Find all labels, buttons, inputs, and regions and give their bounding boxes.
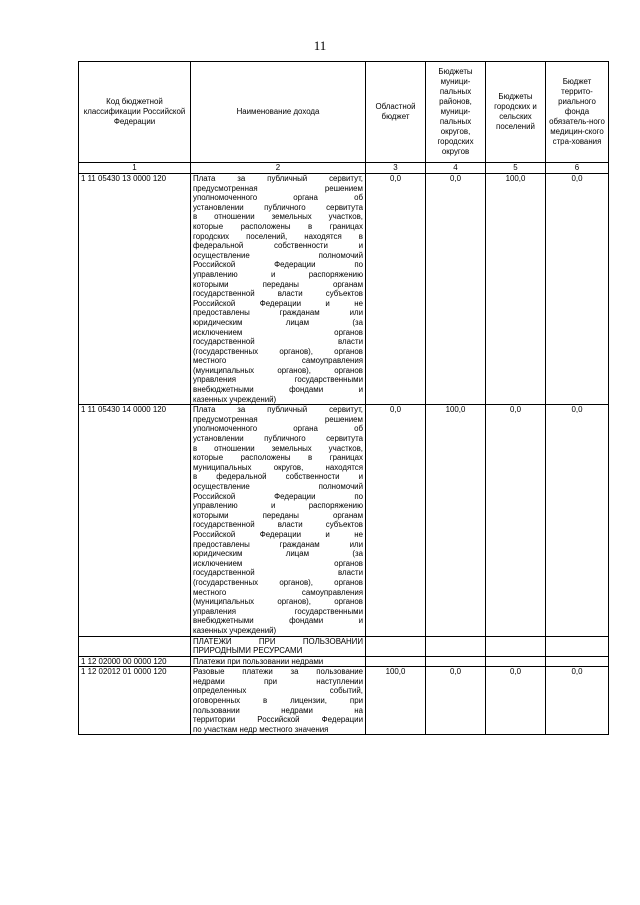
revenue-name-line: в отношении земельных участков,: [193, 212, 363, 222]
regional-budget-share: [366, 656, 426, 667]
revenue-name-line: местного самоуправления: [193, 587, 363, 597]
revenue-name-line: недрами при наступлении: [193, 676, 363, 686]
header-municipal-budgets: Бюджеты муници-пальных районов, муници-пальных округов, городских округов: [426, 62, 486, 163]
revenue-name-line: осуществление полномочий: [193, 250, 363, 260]
table-row: [79, 174, 609, 405]
revenue-name-line: Плата за публичный сервитут,: [193, 405, 363, 415]
municipal-budget-share: 0,0: [426, 174, 486, 405]
column-number: 5: [486, 163, 546, 174]
fund-budget-share: [546, 636, 609, 656]
revenue-name-line: Российской Федерации и не: [193, 298, 363, 308]
municipal-budget-share: [426, 636, 486, 656]
revenue-name-line: уполномоченного органа об: [193, 424, 363, 434]
settlement-budget-share: 100,0: [486, 174, 546, 405]
revenue-name-line: (муниципальных органов), органов: [193, 597, 363, 607]
settlement-budget-share: [486, 656, 546, 667]
table-row: [79, 667, 609, 735]
revenue-name-line: предусмотренная решением: [193, 183, 363, 193]
revenue-name-line: Разовые платежи за пользование: [193, 667, 363, 677]
settlement-budget-share: [486, 636, 546, 656]
revenue-name-line: юридическим лицам (за: [193, 549, 363, 559]
revenue-name-line: Российской Федерации по: [193, 260, 363, 270]
settlement-budget-share: 0,0: [486, 667, 546, 735]
revenue-name-line: предоставлены гражданам или: [193, 308, 363, 318]
revenue-name: [191, 405, 366, 636]
settlement-budget-share: 0,0: [486, 405, 546, 636]
revenue-name-line: управлению и распоряжению: [193, 269, 363, 279]
page-number: 11: [313, 38, 327, 53]
revenue-name-line: которыми переданы органам: [193, 510, 363, 520]
revenue-code: 1 11 05430 13 0000 120: [79, 174, 191, 405]
revenue-name-line: исключением органов: [193, 558, 363, 568]
fund-budget-share: 0,0: [546, 174, 609, 405]
column-number: 1: [79, 163, 191, 174]
revenue-name-line: городских поселений, находятся в: [193, 231, 363, 241]
regional-budget-share: 0,0: [366, 405, 426, 636]
table-row: [79, 405, 609, 636]
revenue-name: [191, 656, 366, 667]
revenue-name-line: в отношении земельных участков,: [193, 443, 363, 453]
revenue-code: 1 11 05430 14 0000 120: [79, 405, 191, 636]
revenue-name-line: предоставлены гражданам или: [193, 539, 363, 549]
fund-budget-share: 0,0: [546, 405, 609, 636]
revenue-name-line: Российской Федерации и не: [193, 529, 363, 539]
revenue-name: [191, 667, 366, 735]
revenue-name-line: управления государственными: [193, 606, 363, 616]
revenue-name-line: внебюджетными фондами и: [193, 616, 363, 626]
revenue-name-line: федеральной собственности и: [193, 241, 363, 251]
revenue-name-line: управлению и распоряжению: [193, 501, 363, 511]
header-regional-budget: Областной бюджет: [366, 62, 426, 163]
revenue-name-line: осуществление полномочий: [193, 482, 363, 491]
revenue-name-line: Платежи при пользовании недрами: [193, 656, 324, 666]
column-number: 4: [426, 163, 486, 174]
regional-budget-share: [366, 636, 426, 656]
revenue-name-line: ПЛАТЕЖИ ПРИ ПОЛЬЗОВАНИИ: [193, 636, 363, 646]
revenue-name-line: казенных учреждений): [193, 625, 277, 635]
revenue-name-line: местного самоуправления: [193, 356, 363, 366]
column-number: 3: [366, 163, 426, 174]
header-settlement-budgets: Бюджеты городских и сельских поселений: [486, 62, 546, 163]
revenue-name-line: определенных событий,: [193, 686, 363, 696]
revenue-name-line: государственной власти субъектов: [193, 520, 363, 530]
revenue-name-line: юридическим лицам (за: [193, 317, 363, 327]
municipal-budget-share: 0,0: [426, 667, 486, 735]
fund-budget-share: [546, 656, 609, 667]
revenue-name-line: уполномоченного органа об: [193, 193, 363, 203]
revenue-code: 1 12 02012 01 0000 120: [79, 667, 191, 735]
revenue-name-line: казенных учреждений): [193, 394, 277, 404]
revenue-name-line: Российской Федерации по: [193, 491, 363, 501]
revenue-name-line: (муниципальных органов), органов: [193, 365, 363, 375]
revenue-name-line: внебюджетными фондами и: [193, 385, 363, 395]
revenue-code: [79, 636, 191, 656]
revenue-name-line: оговоренных в лицензии, при: [193, 696, 363, 706]
revenue-name-line: государственной власти: [193, 337, 363, 347]
revenue-name-line: по участкам недр местного значения: [193, 724, 329, 734]
revenue-name-line: управления государственными: [193, 375, 363, 385]
revenue-name-line: исключением органов: [193, 327, 363, 337]
revenue-name-line: установлении публичного сервитута: [193, 434, 363, 444]
revenue-name-line: предусмотренная решением: [193, 414, 363, 424]
header-medical-insurance-fund: Бюджет террито-риального фонда обязатель-ного медицин-ского стра-хования: [546, 62, 609, 163]
revenue-name-line: государственной власти: [193, 568, 363, 578]
table-header-row: [79, 62, 609, 163]
table-row: [79, 656, 609, 667]
column-number-row: [79, 163, 609, 174]
municipal-budget-share: [426, 656, 486, 667]
revenue-name-line: Плата за публичный сервитут,: [193, 174, 363, 183]
revenue-name-line: муниципальных округов, находятся: [193, 462, 363, 472]
table-row: [79, 636, 609, 656]
revenue-name-line: пользовании недрами на: [193, 705, 363, 715]
header-code: Код бюджетной классификации Российской Федерации: [79, 62, 191, 163]
revenue-code: 1 12 02000 00 0000 120: [79, 656, 191, 667]
municipal-budget-share: 100,0: [426, 405, 486, 636]
revenue-name: [191, 174, 366, 405]
column-number: 6: [546, 163, 609, 174]
header-name: Наименование дохода: [191, 62, 366, 163]
revenue-name-line: установлении публичного сервитута: [193, 202, 363, 212]
revenue-name-line: государственной власти субъектов: [193, 289, 363, 299]
regional-budget-share: 100,0: [366, 667, 426, 735]
revenue-distribution-table: [78, 61, 609, 735]
revenue-name-line: территории Российской Федерации: [193, 715, 363, 725]
revenue-name-line: в федеральной собственности и: [193, 472, 363, 482]
revenue-name-line: (государственных органов), органов: [193, 346, 363, 356]
revenue-name: [191, 636, 366, 656]
revenue-name-line: ПРИРОДНЫМИ РЕСУРСАМИ: [193, 646, 303, 656]
revenue-name-line: которые расположены в границах: [193, 453, 363, 463]
revenue-name-line: (государственных органов), органов: [193, 577, 363, 587]
revenue-name-line: которые расположены в границах: [193, 221, 363, 231]
column-number: 2: [191, 163, 366, 174]
fund-budget-share: 0,0: [546, 667, 609, 735]
regional-budget-share: 0,0: [366, 174, 426, 405]
revenue-name-line: которыми переданы органам: [193, 279, 363, 289]
